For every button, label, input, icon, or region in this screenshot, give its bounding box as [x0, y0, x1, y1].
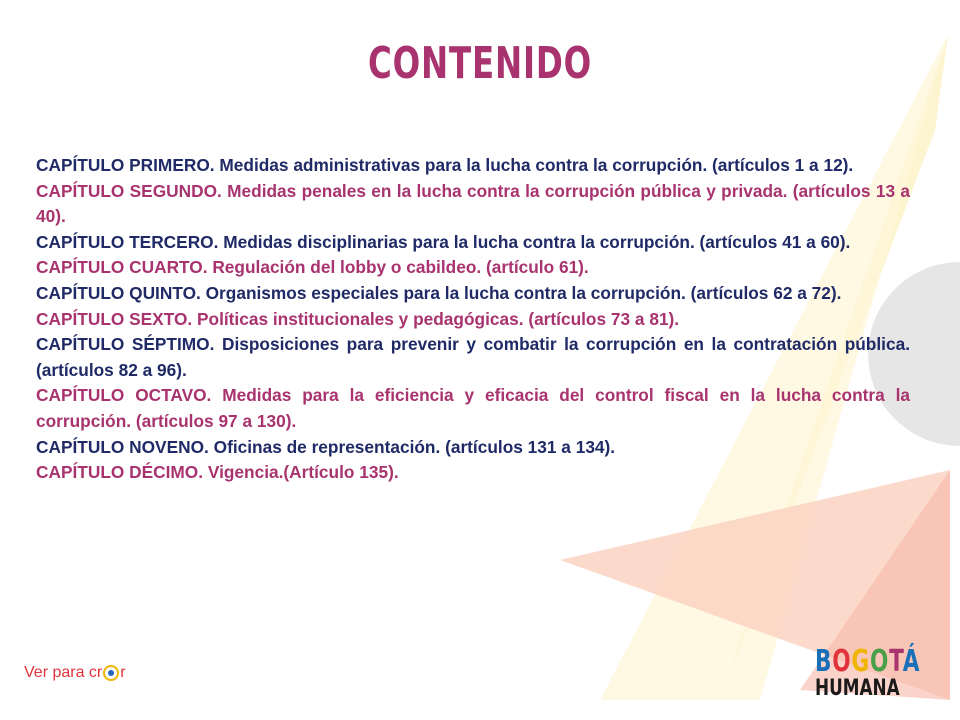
logo-letter: G [851, 644, 870, 679]
slogan [24, 664, 126, 682]
chapter-item-6: CAPÍTULO SEXTO. Políticas institucionales y pedagógicas. (artículos 73 a 81). [36, 308, 680, 329]
logo-letter: T [889, 644, 903, 679]
chapter-item-1: CAPÍTULO PRIMERO. Medidas administrativas para la lucha contra la corrupción. (artículos 1 a 12). [36, 155, 854, 175]
chapter-item-2: CAPÍTULO SEGUNDO. Medidas penales en la lucha contra la corrupción pública y privada. (artículos 13 a 40). [36, 180, 910, 227]
logo-top-word [815, 646, 920, 678]
page-title: CONTENIDO [367, 38, 593, 89]
chapter-item-10: CAPÍTULO DÉCIMO. Vigencia.(Artículo 135). [36, 462, 399, 483]
eye-icon [103, 665, 119, 681]
chapter-item-8: CAPÍTULO OCTAVO. Medidas para la eficiencia y eficacia del control fiscal en la lucha contra la corrupción. (artículos 97 a 130). [36, 385, 910, 431]
chapter-item-5: CAPÍTULO QUINTO. Organismos especiales para la lucha contra la corrupción. (artículos 62 a 72). [36, 282, 842, 303]
chapter-item-3: CAPÍTULO TERCERO. Medidas disciplinarias para la lucha contra la corrupción. (artículos 41 a 60). [36, 231, 851, 252]
logo-letter: Á [902, 644, 921, 679]
logo-letter: B [815, 644, 833, 679]
chapter-item-9: CAPÍTULO NOVENO. Oficinas de representación. (artículos 131 a 134). [36, 436, 616, 457]
chapter-item-7: CAPÍTULO SÉPTIMO. Disposiciones para prevenir y combatir la corrupción en la contratación pública. (artículos 82 a 96). [36, 334, 910, 380]
logo-letter: O [832, 644, 852, 679]
table-of-contents [36, 153, 910, 486]
slogan-text-start: Ver para cr [24, 664, 103, 681]
slogan-text-end: r [120, 664, 126, 681]
chapter-item-4: CAPÍTULO CUARTO. Regulación del lobby o cabildeo. (artículo 61). [36, 257, 589, 278]
logo-bottom-word: HUMANA [815, 676, 900, 701]
bogota-humana-logo [815, 646, 947, 700]
logo-letter: O [869, 644, 890, 679]
